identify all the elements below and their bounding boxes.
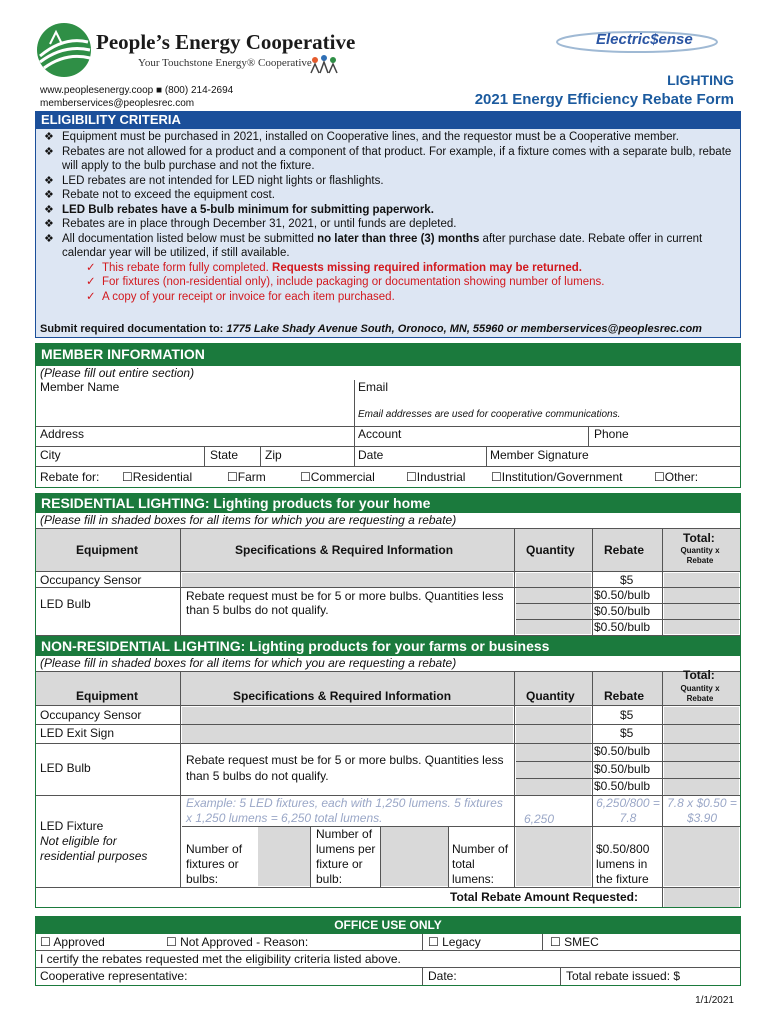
signature-field[interactable]: Member Signature [490,448,589,462]
nonres-led-rebate-2: $0.50/bulb [594,762,651,776]
required-doc-item: ✓ For fixtures (non-residential only), include packaging or documentation showing number of lumens. [86,276,605,288]
res-row-occupancy-sensor: Occupancy Sensor [40,573,142,587]
res-col-total-sub: Quantity x Rebate [680,546,720,565]
state-field[interactable]: State [210,448,239,462]
eligibility-section [35,128,741,338]
submit-address: 1775 Lake Shady Avenue South, Oronoco, MN, 55960 or memberservices@peoplesrec.com [226,323,702,335]
fixture-eligibility-note: Not eligible for residential purposes [40,834,148,863]
date-field[interactable]: Date [358,448,384,462]
coop-logo-icon [36,22,92,78]
office-header [36,917,740,934]
res-col-specs: Specifications & Required Information [235,543,454,557]
checkmark-icon: ✓ [86,276,96,288]
diamond-bullet-icon: ❖ [44,174,54,187]
res-col-total: Total: [683,531,715,545]
office-legacy[interactable]: ☐ Legacy [428,935,481,949]
res-sensor-rebate: $5 [620,573,634,587]
res-led-rebate-1: $0.50/bulb [594,588,651,602]
fixture-lumens-label: Number of lumens per fixture or bulb: [316,827,376,886]
criteria-item: ❖ Rebates are not allowed for a product and a component of that product. For example, if a fixture comes with a separate bulb, rebate will apply to the bulb purchase and not the fixture. [44,145,732,172]
nonres-col-equipment: Equipment [76,689,138,703]
checkmark-icon: ✓ [86,290,96,303]
coop-logo [36,22,92,78]
res-col-equipment: Equipment [76,543,138,557]
residential-section [35,513,741,636]
fixture-total-lumens-label: Number of total lumens: [452,842,509,886]
criteria-item: ❖ Equipment must be purchased in 2021, installed on Cooperative lines, and the requestor must be a Cooperative member. [44,131,679,143]
residential-title: RESIDENTIAL LIGHTING: Lighting products for your home [41,495,431,511]
nonres-note: (Please fill in shaded boxes for all items for which you are requesting a rebate) [40,656,457,670]
option-other[interactable]: ☐Other: [654,470,699,484]
website[interactable]: www.peoplesenergy.coop [40,85,154,96]
fixture-total-input[interactable] [664,827,739,886]
checkmark-icon: ✓ [86,261,96,274]
email-note: Email addresses are used for cooperative communications. [358,409,621,420]
required-doc-item: ✓ A copy of your receipt or invoice for each item purchased. [86,290,395,303]
fixture-example-rebate: 6,250/800 = 7.8 [596,796,660,825]
total-rebate-input[interactable] [664,888,739,907]
member-name-field[interactable]: Member Name [40,380,120,394]
res-sensor-specs-input[interactable] [182,573,513,587]
office-title: OFFICE USE ONLY [334,918,442,932]
separator-square-icon: ■ [156,85,163,96]
form-title: 2021 Energy Efficiency Rebate Form [474,91,734,108]
nonres-total-input[interactable] [664,707,739,795]
office-certify: I certify the rebates requested met the eligibility criteria listed above. [40,952,401,966]
nonres-col-total-sub: Quantity x Rebate [680,684,720,703]
residential-header [35,493,741,513]
member-section [35,365,741,488]
res-row-led-bulb: LED Bulb [40,597,91,611]
office-smec[interactable]: ☐ SMEC [550,935,599,949]
address-field[interactable]: Address [40,427,85,441]
nonres-sensor-specs-input[interactable] [182,707,513,743]
nonres-row-occupancy-sensor: Occupancy Sensor [40,708,142,722]
member-header [35,343,741,365]
account-field[interactable]: Account [358,427,402,441]
total-rebate-label: Total Rebate Amount Requested: [450,890,639,904]
nonres-led-rebate-3: $0.50/bulb [594,779,651,793]
option-institution[interactable]: ☐Institution/Government [491,470,623,484]
touchstone-icon [307,53,341,75]
office-rep[interactable]: Cooperative representative: [40,969,188,983]
nonres-title: NON-RESIDENTIAL LIGHTING: Lighting products for your farms or business [41,638,550,654]
fixture-example-total: 7.8 x $0.50 = $3.90 [667,796,737,825]
member-title: MEMBER INFORMATION [41,346,205,362]
option-commercial[interactable]: ☐Commercial [300,470,375,484]
residential-note: (Please fill in shaded boxes for all items for which you are requesting a rebate) [40,513,457,527]
nonres-col-rebate: Rebate [604,689,645,703]
nonres-row-led-fixture: LED Fixture [40,819,104,833]
nonres-col-total: Total: [683,668,715,682]
res-led-specs: Rebate request must be for 5 or more bulbs. Quantities less than 5 bulbs do not qualify. [186,589,504,617]
eligibility-title: ELIGIBILITY CRITERIA [41,112,181,127]
nonres-header [35,636,741,656]
fixture-count-input[interactable] [258,827,310,886]
rebate-for-label: Rebate for: [40,470,100,484]
criteria-item: ❖ Rebates are in place through December 31, 2021, or until funds are depleted. [44,218,457,230]
fixture-rebate: $0.50/800 lumens in the fixture [596,842,650,886]
office-date[interactable]: Date: [428,969,457,983]
contact-email[interactable]: memberservices@peoplesrec.com [40,98,195,109]
org-name: People’s Energy Cooperative [96,30,356,54]
option-farm[interactable]: ☐Farm [227,470,266,484]
nonres-col-specs: Specifications & Required Information [233,689,452,703]
nonres-section [35,656,741,908]
nonres-led-rebate-1: $0.50/bulb [594,744,651,758]
diamond-bullet-icon: ❖ [44,131,54,143]
office-not-approved[interactable]: ☐ Not Approved - Reason: [166,935,309,949]
diamond-bullet-icon: ❖ [44,232,54,245]
diamond-bullet-icon: ❖ [44,189,54,201]
criteria-item: ❖ LED Bulb rebates have a 5-bulb minimum for submitting paperwork. [44,203,434,216]
res-col-quantity: Quantity [526,543,575,557]
diamond-bullet-icon: ❖ [44,218,54,230]
org-tagline: Your Touchstone Energy® Cooperative [138,57,312,69]
brand-name: Electric$ense [596,31,693,48]
fixture-count-label: Number of fixtures or bulbs: [186,842,243,886]
category-title: LIGHTING [667,72,734,88]
fixture-example: Example: 5 LED fixtures, each with 1,250 lumens. 5 fixtures x 1,250 lumens = 6,250 total lumens. [186,796,503,825]
nonres-quantity-input[interactable] [516,707,591,795]
nonres-col-quantity: Quantity [526,689,575,703]
nonres-row-led-bulb: LED Bulb [40,761,91,775]
office-section [35,916,741,986]
contact-line-1 [40,85,233,96]
office-total[interactable]: Total rebate issued: $ [566,969,681,983]
submit-line: Submit required documentation to: 1775 Lake Shady Avenue South, Oronoco, MN, 55960 or memberservices@peoplesrec.com [40,323,702,335]
fixture-lumens-input[interactable] [381,827,448,886]
member-note: (Please fill out entire section) [40,366,195,380]
fixture-quantity-input[interactable] [516,827,591,886]
eligibility-header [35,111,741,128]
diamond-bullet-icon: ❖ [44,203,54,216]
footer-date: 1/1/2021 [695,995,734,1006]
res-col-rebate: Rebate [604,543,645,557]
email-field[interactable]: Email [358,380,389,394]
diamond-bullet-icon: ❖ [44,145,54,158]
required-doc-item: ✓ This rebate form fully completed. Requests missing required information may be returned. [86,261,582,274]
zip-field[interactable]: Zip [265,448,282,462]
nonres-row-exit-sign: LED Exit Sign [40,726,115,740]
nonres-exit-rebate: $5 [620,726,634,740]
fixture-example-quantity: 6,250 [524,812,555,826]
res-led-rebate-3: $0.50/bulb [594,620,651,634]
criteria-item: ❖ LED rebates are not intended for LED night lights or flashlights. [44,174,384,187]
nonres-sensor-rebate: $5 [620,708,634,722]
phone: (800) 214-2694 [164,85,234,96]
city-field[interactable]: City [40,448,61,462]
nonres-led-specs: Rebate request must be for 5 or more bulbs. Quantities less than 5 bulbs do not qualify. [186,753,504,783]
option-industrial[interactable]: ☐Industrial [406,470,466,484]
res-led-rebate-2: $0.50/bulb [594,604,651,618]
office-approved[interactable]: ☐ Approved [40,935,105,949]
criteria-item: ❖ All documentation listed below must be submitted no later than three (3) months after purchase date. Rebate offer in current calendar year will be utilized, if still available. [44,232,703,259]
criteria-item: ❖ Rebate not to exceed the equipment cost. [44,189,275,201]
option-residential[interactable]: ☐Residential [122,470,193,484]
phone-field[interactable]: Phone [594,427,629,441]
